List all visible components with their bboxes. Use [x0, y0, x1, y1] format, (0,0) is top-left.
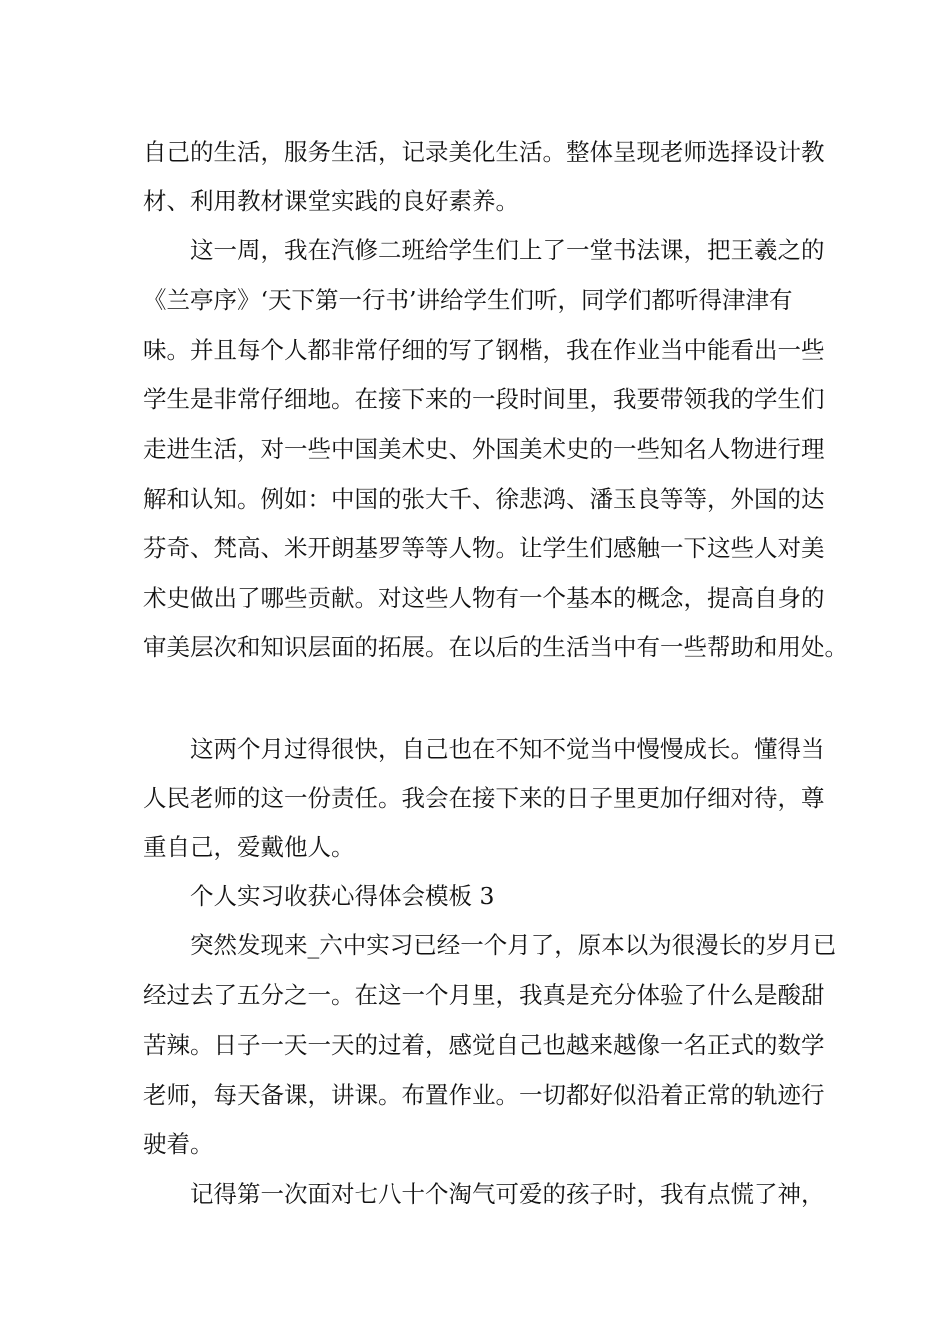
text-line: [0, 280, 950, 320]
line-text: 《兰亭序》‘天下第一行书’讲给学生们听，同学们都听得津津有: [143, 286, 793, 314]
line-text: 人民老师的这一份责任。我会在接下来的日子里更加仔细对待，尊: [143, 784, 825, 812]
text-line: [0, 132, 950, 172]
text-line: [0, 429, 950, 469]
line-text: 自己的生活，服务生活，记录美化生活。整体呈现老师选择设计教: [143, 138, 825, 166]
text-line: [0, 578, 950, 618]
text-line: [0, 330, 950, 370]
line-text: 走进生活，对一些中国美术史、外国美术史的一些知名人物进行理: [143, 435, 825, 463]
text-line: [0, 827, 950, 867]
text-line: [0, 479, 950, 519]
line-text: 这一周，我在汽修二班给学生们上了一堂书法课，把王羲之的: [190, 236, 825, 264]
text-line: [0, 1174, 950, 1214]
line-text: 老师，每天备课，讲课。布置作业。一切都好似沿着正常的轨迹行: [143, 1081, 825, 1109]
line-text: 记得第一次面对七八十个淘气可爱的孩子时，我有点慌了神，: [190, 1180, 825, 1208]
text-line: [0, 778, 950, 818]
line-text: 驶着。: [143, 1130, 214, 1158]
text-line: [0, 1075, 950, 1115]
text-line: [0, 729, 950, 769]
text-line: [0, 975, 950, 1015]
heading-text: 个人实习收获心得体会模板 3: [190, 882, 495, 910]
text-line: [0, 627, 950, 667]
text-line: [0, 925, 950, 965]
line-text: 解和认知。例如：中国的张大千、徐悲鸿、潘玉良等等，外国的达: [143, 485, 825, 513]
text-line: [0, 1124, 950, 1164]
text-line: [0, 1025, 950, 1065]
text-line: [0, 230, 950, 270]
text-line: [0, 181, 950, 221]
line-text: 审美层次和知识层面的拓展。在以后的生活当中有一些帮助和用处。: [143, 633, 848, 661]
line-text: 材、利用教材课堂实践的良好素养。: [143, 187, 519, 215]
line-text: 芬奇、梵高、米开朗基罗等等人物。让学生们感触一下这些人对美: [143, 534, 825, 562]
line-text: 苦辣。日子一天一天的过着，感觉自己也越来越像一名正式的数学: [143, 1031, 825, 1059]
line-text: 重自己，爱戴他人。: [143, 833, 355, 861]
text-line: [0, 379, 950, 419]
line-text: 突然发现来_六中实习已经一个月了，原本以为很漫长的岁月已: [190, 931, 837, 959]
section-heading: [0, 876, 950, 916]
line-text: 经过去了五分之一。在这一个月里，我真是充分体验了什么是酸甜: [143, 981, 825, 1009]
line-text: 学生是非常仔细地。在接下来的一段时间里，我要带领我的学生们: [143, 385, 825, 413]
line-text: 味。并且每个人都非常仔细的写了钢楷，我在作业当中能看出一些: [143, 336, 825, 364]
text-line: [0, 528, 950, 568]
line-text: 术史做出了哪些贡献。对这些人物有一个基本的概念，提高自身的: [143, 584, 825, 612]
line-text: 这两个月过得很快，自己也在不知不觉当中慢慢成长。懂得当: [190, 735, 825, 763]
